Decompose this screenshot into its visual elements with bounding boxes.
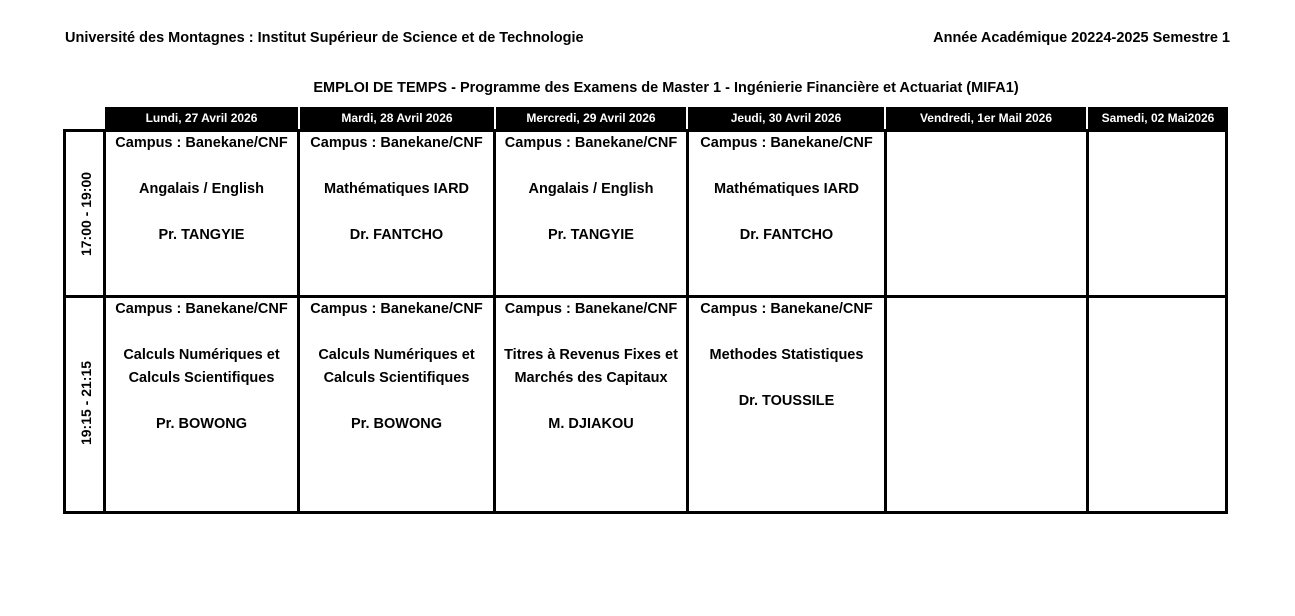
course-name: Angalais / English bbox=[528, 181, 654, 197]
campus-label: Campus : Banekane/CNF bbox=[310, 135, 483, 151]
campus-label: Campus : Banekane/CNF bbox=[504, 135, 678, 151]
academic-year: Année Académique 20224-2025 Semestre 1 bbox=[933, 30, 1230, 46]
professor-name: Pr. BOWONG bbox=[155, 416, 248, 432]
exam-slot bbox=[300, 298, 493, 436]
exam-slot bbox=[106, 298, 297, 436]
day-header-friday: Vendredi, 1er Mail 2026 bbox=[886, 107, 1086, 130]
campus-label: Campus : Banekane/CNF bbox=[115, 301, 288, 317]
exam-slot bbox=[496, 132, 686, 247]
professor-name: Dr. FANTCHO bbox=[739, 227, 834, 243]
campus-label: Campus : Banekane/CNF bbox=[504, 301, 678, 317]
professor-name: Dr. TOUSSILE bbox=[738, 393, 835, 409]
professor-name: Pr. TANGYIE bbox=[158, 227, 245, 243]
day-header-tuesday: Mardi, 28 Avril 2026 bbox=[300, 107, 494, 130]
institution-name: Université des Montagnes : Institut Supérieur de Science et de Technologie bbox=[65, 30, 584, 46]
course-name: Calculs Numériques et Calculs Scientifiques bbox=[123, 347, 280, 386]
exam-slot bbox=[689, 132, 884, 247]
campus-label: Campus : Banekane/CNF bbox=[700, 135, 873, 151]
time-slot-label: 19:15 - 21:15 bbox=[78, 360, 94, 446]
professor-name: Pr. BOWONG bbox=[350, 416, 443, 432]
day-header-thursday: Jeudi, 30 Avril 2026 bbox=[688, 107, 884, 130]
exam-slot bbox=[689, 298, 884, 413]
campus-label: Campus : Banekane/CNF bbox=[115, 135, 288, 151]
exam-slot bbox=[300, 132, 493, 247]
grid-divider bbox=[884, 132, 887, 511]
course-name: Calculs Numériques et Calculs Scientifiques bbox=[318, 347, 475, 386]
course-name: Titres à Revenus Fixes et Marchés des Capitaux bbox=[504, 347, 678, 386]
day-header-monday: Lundi, 27 Avril 2026 bbox=[105, 107, 298, 130]
time-slot-label: 17:00 - 19:00 bbox=[78, 171, 94, 257]
grid-divider bbox=[1086, 132, 1089, 511]
page-title: EMPLOI DE TEMPS - Programme des Examens de Master 1 - Ingénierie Financière et Actuariat (MIFA1) bbox=[313, 80, 1019, 96]
course-name: Methodes Statistiques bbox=[709, 347, 864, 363]
course-name: Mathématiques IARD bbox=[713, 181, 860, 197]
professor-name: M. DJIAKOU bbox=[548, 416, 634, 432]
exam-slot bbox=[496, 298, 686, 436]
day-header-saturday: Samedi, 02 Mai2026 bbox=[1088, 107, 1228, 130]
day-header-wednesday: Mercredi, 29 Avril 2026 bbox=[496, 107, 686, 130]
timetable-grid bbox=[63, 129, 1228, 514]
campus-label: Campus : Banekane/CNF bbox=[700, 301, 873, 317]
exam-slot bbox=[106, 132, 297, 247]
course-name: Angalais / English bbox=[139, 181, 264, 197]
professor-name: Pr. TANGYIE bbox=[548, 227, 634, 243]
professor-name: Dr. FANTCHO bbox=[349, 227, 444, 243]
course-name: Mathématiques IARD bbox=[323, 181, 470, 197]
campus-label: Campus : Banekane/CNF bbox=[310, 301, 483, 317]
